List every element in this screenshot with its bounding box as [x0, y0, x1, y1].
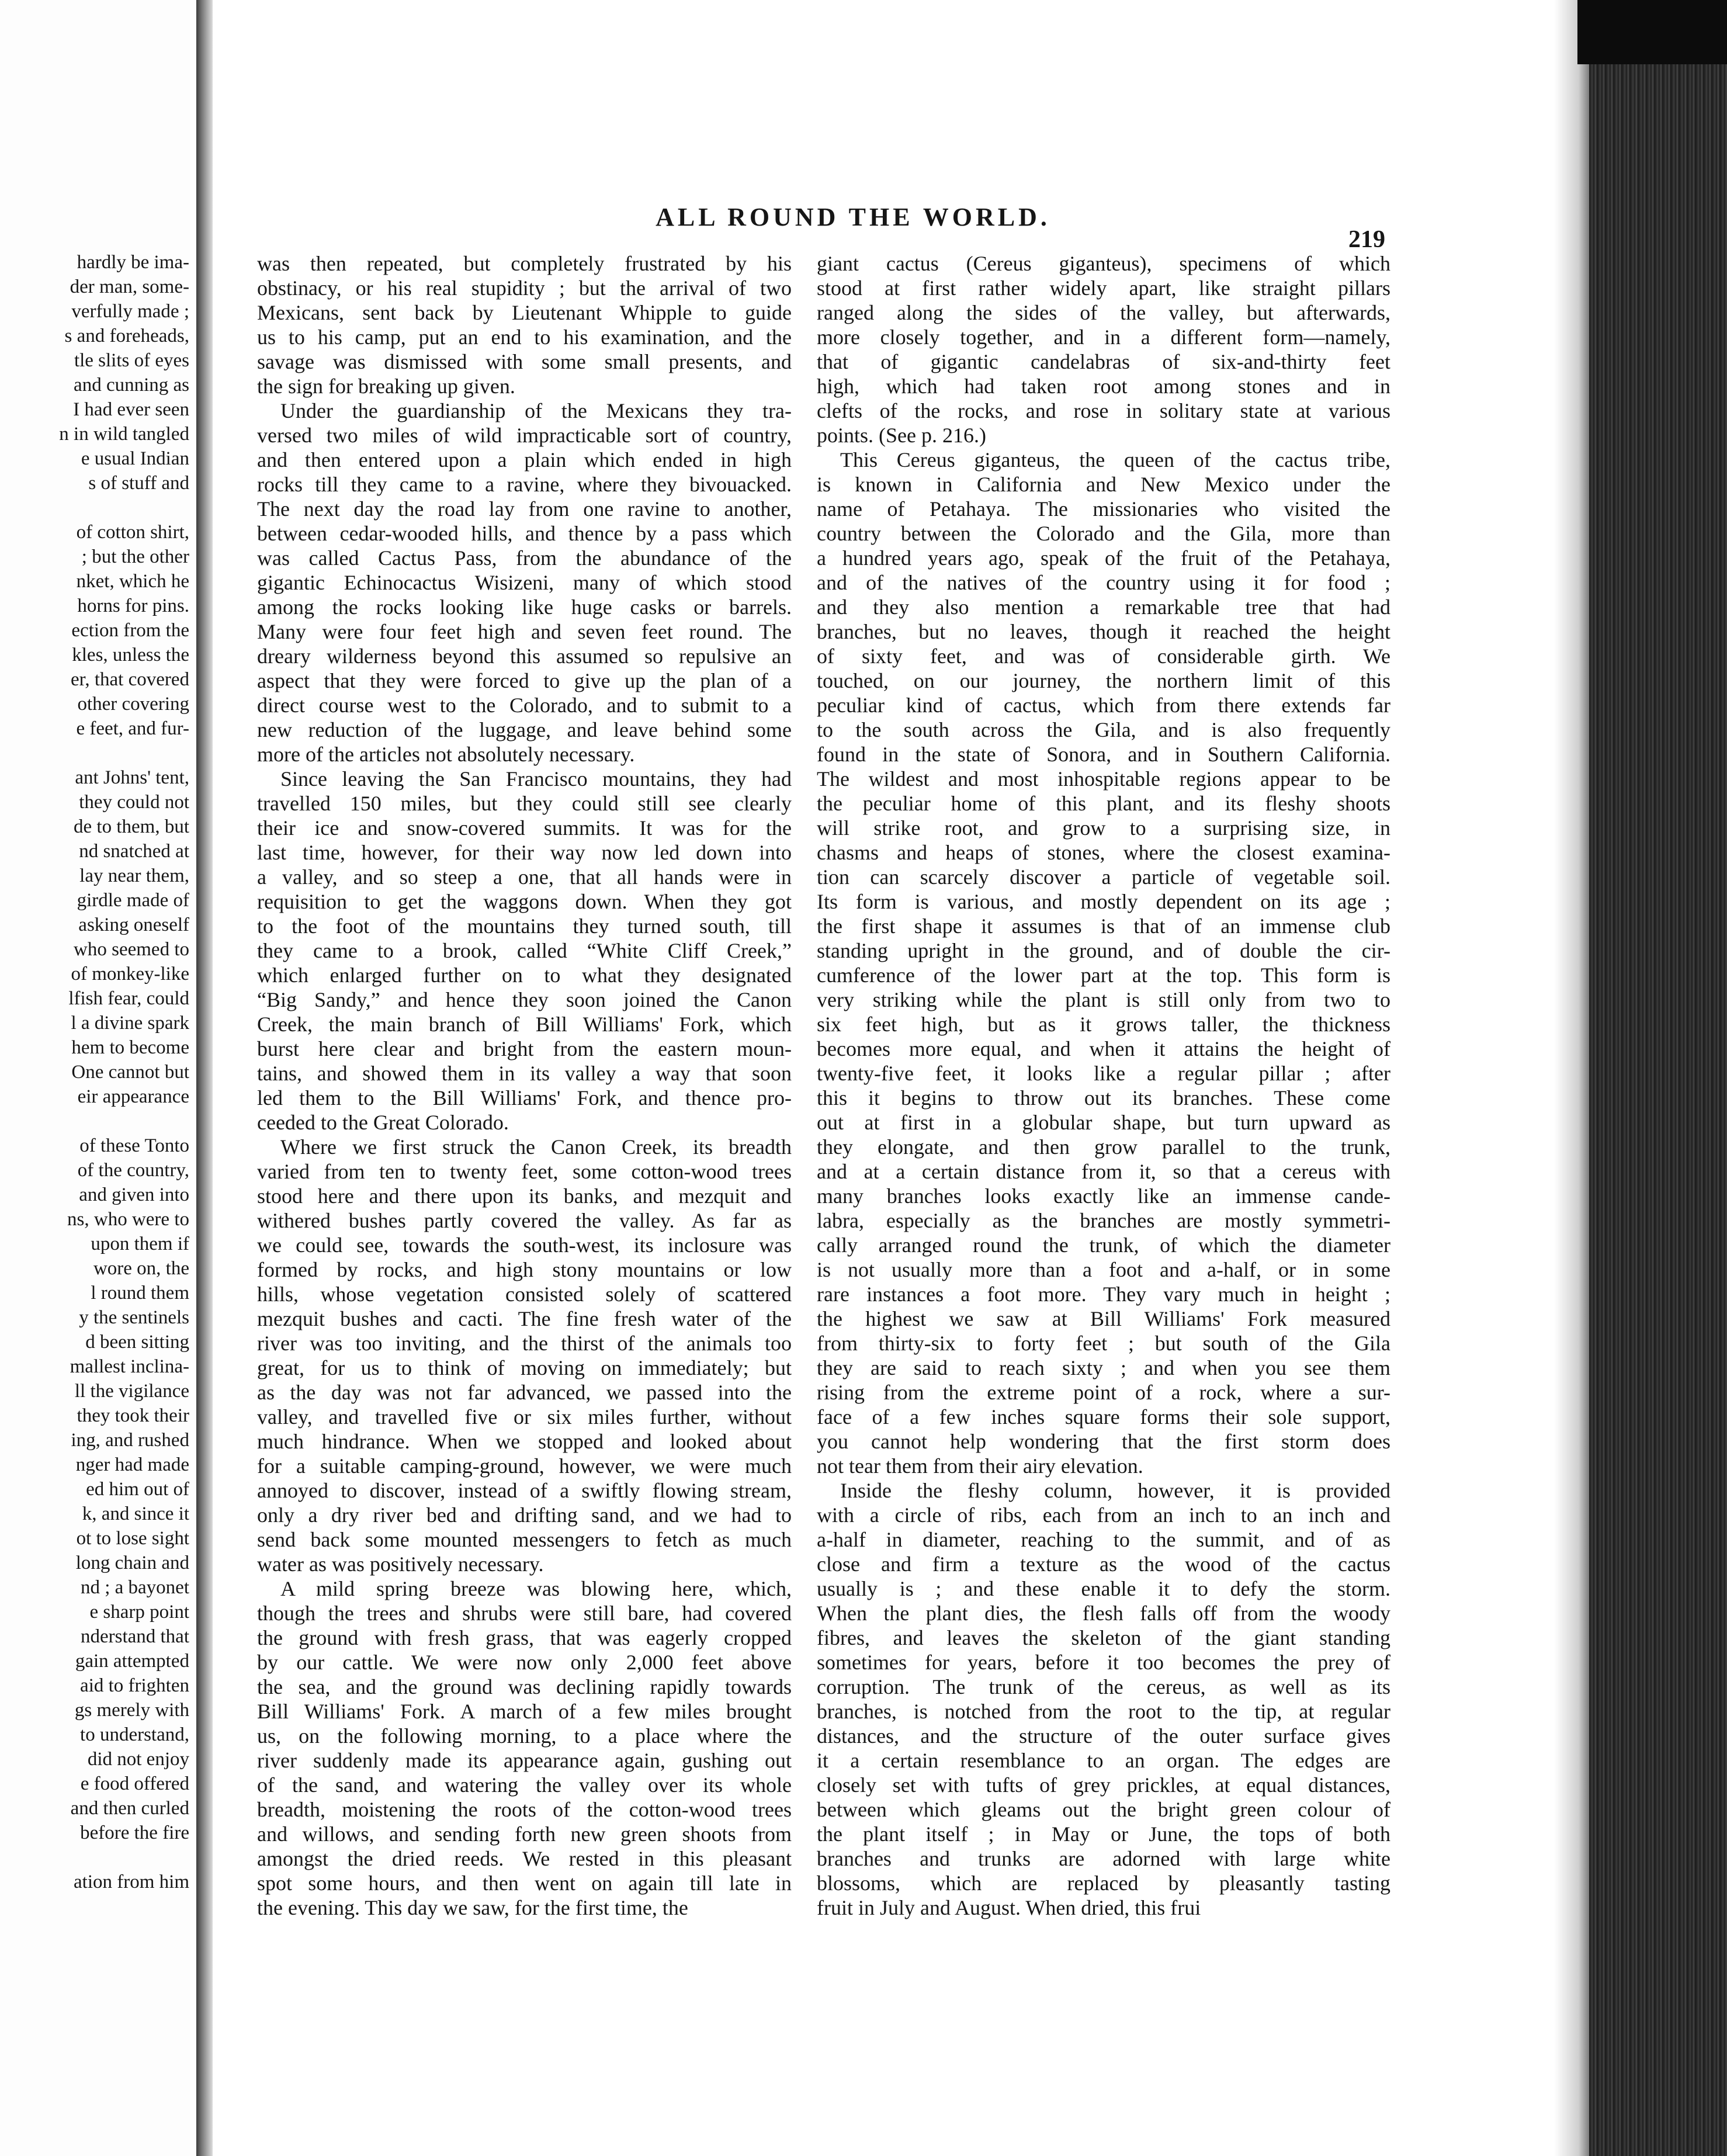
text-line: stood at first rather widely apart, like straight pillars [817, 276, 1390, 300]
left-page-line: ection from the [71, 620, 189, 641]
text-line: of the sand, and watering the valley over its whole [257, 1773, 792, 1797]
text-line: hills, whose vegetation consisted solely of scattered [257, 1282, 792, 1306]
text-line: between which gleams out the bright green colour of [817, 1798, 1390, 1821]
text-line: to the south across the Gila, and is also frequently [817, 718, 1390, 741]
left-page-line: y the sentinels [79, 1307, 189, 1328]
text-line: ranged along the sides of the valley, but afterwards, [817, 301, 1390, 324]
left-page-line: I had ever seen [73, 399, 189, 420]
paragraph [257, 398, 792, 767]
text-line: branches and trunks are adorned with large white [817, 1847, 1390, 1870]
text-line: fruit in July and August. When dried, this frui [817, 1896, 1201, 1919]
text-line: A mild spring breeze was blowing here, which, [280, 1577, 792, 1600]
left-page-line: hem to become [71, 1037, 189, 1058]
left-page-line: and cunning as [74, 375, 189, 396]
left-page-line: aid to frighten [80, 1675, 189, 1696]
left-page-line: girdle made of [77, 890, 189, 911]
text-line: face of a few inches square forms their sole support, [817, 1405, 1390, 1429]
text-column-left [257, 251, 792, 1920]
text-line: Mexicans, sent back by Lieutenant Whipple to guide [257, 301, 792, 324]
left-page-line: nd ; a bayonet [80, 1577, 189, 1598]
text-line: peculiar kind of cactus, which from there extends far [817, 694, 1390, 717]
left-page-line: hardly be ima- [77, 252, 189, 273]
text-line: the first shape it assumes is that of an immense club [817, 914, 1390, 938]
left-page-line: and then curled [70, 1798, 189, 1819]
left-page-line: nket, which he [76, 571, 189, 592]
text-line: very striking while the plant is still only from two to [817, 988, 1390, 1011]
text-line: Under the guardianship of the Mexicans they tra- [280, 399, 792, 422]
text-line: When the plant dies, the flesh falls off from the woody [817, 1602, 1390, 1625]
text-line: out at first in a globular shape, but turn upward as [817, 1111, 1390, 1134]
text-line: river was too inviting, and the thirst of the animals too [257, 1332, 792, 1355]
left-page-line: they could not [79, 792, 189, 813]
text-line: branches, but no leaves, though it reached the height [817, 620, 1390, 643]
text-line: between cedar-wooded hills, and thence by a pass which [257, 522, 792, 545]
book-fore-edge [1589, 58, 1727, 2156]
left-page-line: lay near them, [79, 865, 189, 886]
text-line: Bill Williams' Fork. A march of a few miles brought [257, 1700, 792, 1723]
left-page-line: wore on, the [93, 1258, 189, 1279]
text-line: ceeded to the Great Colorado. [257, 1111, 509, 1134]
text-line: standing upright in the ground, and of double the cir- [817, 939, 1390, 962]
paragraph [817, 251, 1390, 448]
text-line: their ice and snow-covered summits. It was for the [257, 816, 792, 840]
gutter-shadow [196, 0, 213, 2156]
text-line: the peculiar home of this plant, and its fleshy shoots [817, 792, 1390, 815]
text-line: labra, especially as the branches are mostly symmetri- [817, 1209, 1390, 1232]
text-line: though the trees and shrubs were still bare, had covered [257, 1602, 792, 1625]
left-page-line: of cotton shirt, [76, 522, 189, 543]
text-line: closely set with tufts of grey prickles, at equal distances, [817, 1773, 1390, 1797]
text-line: more closely together, and in a different form—namely, [817, 325, 1390, 349]
text-line: cumference of the lower part at the top. This form is [817, 963, 1390, 987]
text-line: water as was positively necessary. [257, 1552, 544, 1576]
page-number: 219 [1348, 226, 1385, 253]
text-line: obstinacy, or his real stupidity ; but the arrival of two [257, 276, 792, 300]
text-line: Many were four feet high and seven feet round. The [257, 620, 792, 643]
left-page-line: ns, who were to [67, 1209, 189, 1230]
text-line: This Cereus giganteus, the queen of the cactus tribe, [840, 448, 1390, 472]
text-line: by our cattle. We were now only 2,000 feet above [257, 1651, 792, 1674]
text-line: versed two miles of wild impracticable sort of country, [257, 424, 792, 447]
left-page-line: upon them if [91, 1233, 189, 1254]
left-page-line: e food offered [80, 1773, 189, 1794]
left-page-line: of these Tonto [79, 1135, 189, 1156]
text-line: high, which had taken root among stones and in [817, 375, 1390, 398]
text-line: annoyed to discover, instead of a swiftly flowing stream, [257, 1479, 792, 1502]
text-line: dreary wilderness beyond this assumed so repulsive an [257, 644, 792, 668]
text-line: and then entered upon a plain which ended in high [257, 448, 792, 472]
text-line: corruption. The trunk of the cereus, as well as its [817, 1675, 1390, 1699]
left-page-line: of monkey-like [71, 963, 189, 985]
text-line: not tear them from their airy elevation. [817, 1454, 1143, 1478]
text-line: and of the natives of the country using it for food ; [817, 571, 1390, 594]
paragraph [257, 1576, 792, 1920]
text-line: was then repeated, but completely frustrated by his [257, 252, 792, 275]
text-line: and they also mention a remarkable tree that had [817, 595, 1390, 619]
text-line: rare instances a foot more. They vary much in height ; [817, 1282, 1390, 1306]
left-page-line: e feet, and fur- [76, 718, 189, 739]
left-page-line: k, and since it [82, 1503, 189, 1524]
text-line: becomes more equal, and when it attains the height of [817, 1037, 1390, 1060]
left-page-line: kles, unless the [72, 644, 189, 665]
left-page-line: s of stuff and [88, 473, 189, 494]
text-line: touched, on our journey, the northern limit of this [817, 669, 1390, 692]
left-page-line: s and foreheads, [64, 325, 189, 346]
text-line: the plant itself ; in May or June, the tops of both [817, 1822, 1390, 1846]
text-line: formed by rocks, and high stony mountains or low [257, 1258, 792, 1281]
left-page-line: nd snatched at [79, 841, 189, 862]
text-line: great, for us to think of moving on immediately; but [257, 1356, 792, 1379]
left-page-line: and given into [79, 1184, 189, 1205]
text-line: varied from ten to twenty feet, some cotton-wood trees [257, 1160, 792, 1183]
text-line: you cannot help wondering that the first storm does [817, 1430, 1390, 1453]
text-line: blossoms, which are replaced by pleasantly tasting [817, 1871, 1390, 1895]
text-line: sometimes for years, before it too becomes the prey of [817, 1651, 1390, 1674]
text-line: breadth, moistening the roots of the cotton-wood trees [257, 1798, 792, 1821]
text-line: savage was dismissed with some small presents, and [257, 350, 792, 373]
text-column-right [817, 251, 1390, 1920]
left-page-line: of the country, [77, 1160, 189, 1181]
left-page-line: ; but the other [81, 546, 189, 567]
left-page-fragment [0, 0, 196, 2156]
text-line: us, on the following morning, to a place where the [257, 1724, 792, 1748]
left-page-line: e sharp point [89, 1602, 189, 1623]
text-line: from thirty-six to forty feet ; but south of the Gila [817, 1332, 1390, 1355]
text-line: requisition to get the waggons down. When they got [257, 890, 792, 913]
left-page-line: other covering [77, 694, 189, 715]
left-page-line: l a divine spark [71, 1013, 189, 1034]
left-page-line: lfish fear, could [68, 988, 189, 1009]
text-line: only a dry river bed and drifting sand, and we had to [257, 1503, 792, 1527]
left-page-line: ll the vigilance [74, 1381, 189, 1402]
left-page-line: horns for pins. [77, 595, 189, 616]
left-page-line: asking oneself [78, 914, 189, 935]
text-line: among the rocks looking like huge casks or barrels. [257, 595, 792, 619]
text-line: gigantic Echinocactus Wisizeni, many of which stood [257, 571, 792, 594]
text-line: direct course west to the Colorado, and to submit to a [257, 694, 792, 717]
text-line: spot some hours, and then went on again till late in [257, 1871, 792, 1895]
text-line: points. (See p. 216.) [817, 424, 986, 447]
text-line: close and firm a texture as the wood of the cactus [817, 1552, 1390, 1576]
text-line: giant cactus (Cereus giganteus), specimens of which [817, 252, 1390, 275]
left-page-line: mallest inclina- [70, 1356, 189, 1377]
text-line: a valley, and so steep a one, that all hands were in [257, 865, 792, 889]
text-line: mezquit bushes and cacti. The fine fresh water of the [257, 1307, 792, 1330]
left-page-line: d been sitting [85, 1332, 189, 1353]
text-line: river suddenly made its appearance again, gushing out [257, 1749, 792, 1772]
text-line: six feet high, but as it grows taller, the thickness [817, 1013, 1390, 1036]
left-page-line: gain attempted [75, 1651, 189, 1672]
text-line: that of gigantic candelabras of six-and-thirty feet [817, 350, 1390, 373]
left-page-line: ation from him [74, 1871, 189, 1892]
text-line: the ground with fresh grass, that was eagerly cropped [257, 1626, 792, 1649]
text-line: “Big Sandy,” and hence they soon joined the Canon [257, 988, 792, 1011]
paragraph [257, 251, 792, 398]
paragraph [257, 767, 792, 1135]
text-line: The wildest and most inhospitable regions appear to be [817, 767, 1390, 791]
left-page-line: before the fire [80, 1822, 189, 1843]
left-page-line: e usual Indian [81, 448, 189, 469]
text-line: us to his camp, put an end to his examination, and the [257, 325, 792, 349]
left-page-line: der man, some- [70, 276, 189, 297]
text-line: Inside the fleshy column, however, it is provided [840, 1479, 1390, 1502]
left-page-line: to understand, [80, 1724, 189, 1745]
text-line: The next day the road lay from one ravine to another, [257, 497, 792, 521]
left-page-line: de to them, but [74, 816, 189, 837]
paragraph [817, 448, 1390, 1478]
text-line: tains, and showed them in its valley a way that soon [257, 1062, 792, 1085]
left-page-line: tle slits of eyes [74, 350, 189, 371]
text-line: withered bushes partly covered the valley. As far as [257, 1209, 792, 1232]
left-page-line: gs merely with [74, 1700, 189, 1721]
text-line: Its form is various, and mostly dependent on its age ; [817, 890, 1390, 913]
text-line: the sea, and the ground was declining rapidly towards [257, 1675, 792, 1699]
paragraph [257, 1135, 792, 1576]
left-page-line: l round them [91, 1282, 189, 1304]
text-line: burst here clear and bright from the eastern moun- [257, 1037, 792, 1060]
text-line: valley, and travelled five or six miles further, without [257, 1405, 792, 1429]
text-line: name of Petahaya. The missionaries who visited the [817, 497, 1390, 521]
text-line: the highest we saw at Bill Williams' Fork measured [817, 1307, 1390, 1330]
text-line: a-half in diameter, reaching to the summit, and of as [817, 1528, 1390, 1551]
text-line: usually is ; and these enable it to defy the storm. [817, 1577, 1390, 1600]
text-line: the sign for breaking up given. [257, 375, 515, 398]
text-line: rising from the extreme point of a rock, where a sur- [817, 1381, 1390, 1404]
text-line: stood here and there upon its banks, and mezquit and [257, 1184, 792, 1208]
text-line: they came to a brook, called “White Cliff Creek,” [257, 939, 792, 962]
text-line: more of the articles not absolutely necessary. [257, 743, 635, 766]
text-line: of sixty feet, and was of considerable girth. We [817, 644, 1390, 668]
text-line: with a circle of ribs, each from an inch to an inch and [817, 1503, 1390, 1527]
text-line: Where we first struck the Canon Creek, its breadth [280, 1135, 792, 1159]
left-page-line: n in wild tangled [59, 424, 189, 445]
text-line: they elongate, and then grow parallel to the trunk, [817, 1135, 1390, 1159]
left-page-line: ot to lose sight [76, 1528, 189, 1549]
text-line: country between the Colorado and the Gila, more than [817, 522, 1390, 545]
text-line: tion can scarcely discover a particle of vegetable soil. [817, 865, 1390, 889]
text-line: led them to the Bill Williams' Fork, and thence pro- [257, 1086, 792, 1110]
left-page-line: did not enjoy [87, 1749, 189, 1770]
text-line: distances, and the structure of the outer surface gives [817, 1724, 1390, 1748]
text-line: many branches looks exactly like an immense cande- [817, 1184, 1390, 1208]
text-line: branches, is notched from the root to the tip, at regular [817, 1700, 1390, 1723]
text-line: Since leaving the San Francisco mountains, they had [280, 767, 792, 791]
text-line: is known in California and New Mexico under the [817, 473, 1390, 496]
left-page-line: who seemed to [74, 939, 189, 960]
text-line: fibres, and leaves the skeleton of the giant standing [817, 1626, 1390, 1649]
text-line: much hindrance. When we stopped and looked about [257, 1430, 792, 1453]
text-line: new reduction of the luggage, and leave behind some [257, 718, 792, 741]
text-line: is not usually more than a foot and a-half, or in some [817, 1258, 1390, 1281]
text-line: found in the state of Sonora, and in Southern California. [817, 743, 1390, 766]
left-page-line: nderstand that [80, 1626, 189, 1647]
text-line: Creek, the main branch of Bill Williams' Fork, which [257, 1013, 792, 1036]
left-page-line: One cannot but [71, 1062, 189, 1083]
text-line: which enlarged further on to what they designated [257, 963, 792, 987]
text-line: amongst the dried reeds. We rested in this pleasant [257, 1847, 792, 1870]
left-page-line: ed him out of [86, 1479, 189, 1500]
left-page-line: ing, and rushed [71, 1430, 189, 1451]
text-line: was called Cactus Pass, from the abundance of the [257, 546, 792, 570]
paragraph [817, 1478, 1390, 1920]
text-line: a hundred years ago, speak of the fruit of the Petahaya, [817, 546, 1390, 570]
text-line: travelled 150 miles, but they could still see clearly [257, 792, 792, 815]
text-line: cally arranged round the trunk, of which the diameter [817, 1233, 1390, 1257]
text-line: as the day was not far advanced, we passed into the [257, 1381, 792, 1404]
text-line: twenty-five feet, it looks like a regular pillar ; after [817, 1062, 1390, 1085]
text-line: chasms and heaps of stones, where the closest examina- [817, 841, 1390, 864]
text-line: aspect that they were forced to give up the plan of a [257, 669, 792, 692]
text-line: we could see, towards the south-west, its inclosure was [257, 1233, 792, 1257]
book-fore-edge-top [1577, 0, 1727, 64]
left-page-line: ant Johns' tent, [75, 767, 189, 788]
left-page-line: er, that covered [71, 669, 189, 690]
text-line: to the foot of the mountains they turned south, till [257, 914, 792, 938]
text-line: last time, however, for their way now led down into [257, 841, 792, 864]
text-line: and at a certain distance from it, so that a cereus with [817, 1160, 1390, 1183]
text-line: rocks till they came to a ravine, where they bivouacked. [257, 473, 792, 496]
left-page-line: nger had made [75, 1454, 189, 1475]
text-line: for a suitable camping-ground, however, we were much [257, 1454, 792, 1478]
left-page-line: long chain and [75, 1552, 189, 1573]
text-line: it a certain resemblance to an organ. The edges are [817, 1749, 1390, 1772]
text-line: they are said to reach sixty ; and when you see them [817, 1356, 1390, 1379]
text-line: and willows, and sending forth new green shoots from [257, 1822, 792, 1846]
text-line: this it begins to throw out its branches. These come [817, 1086, 1390, 1110]
running-head: ALL ROUND THE WORLD. [656, 203, 1050, 231]
left-page-line: verfully made ; [71, 301, 189, 322]
text-line: clefts of the rocks, and rose in solitary state at various [817, 399, 1390, 422]
left-page-line: they took their [77, 1405, 189, 1426]
left-page-line: eir appearance [77, 1086, 189, 1107]
text-line: will strike root, and grow to a surprising size, in [817, 816, 1390, 840]
text-line: the evening. This day we saw, for the first time, the [257, 1896, 688, 1919]
text-line: send back some mounted messengers to fetch as much [257, 1528, 792, 1551]
